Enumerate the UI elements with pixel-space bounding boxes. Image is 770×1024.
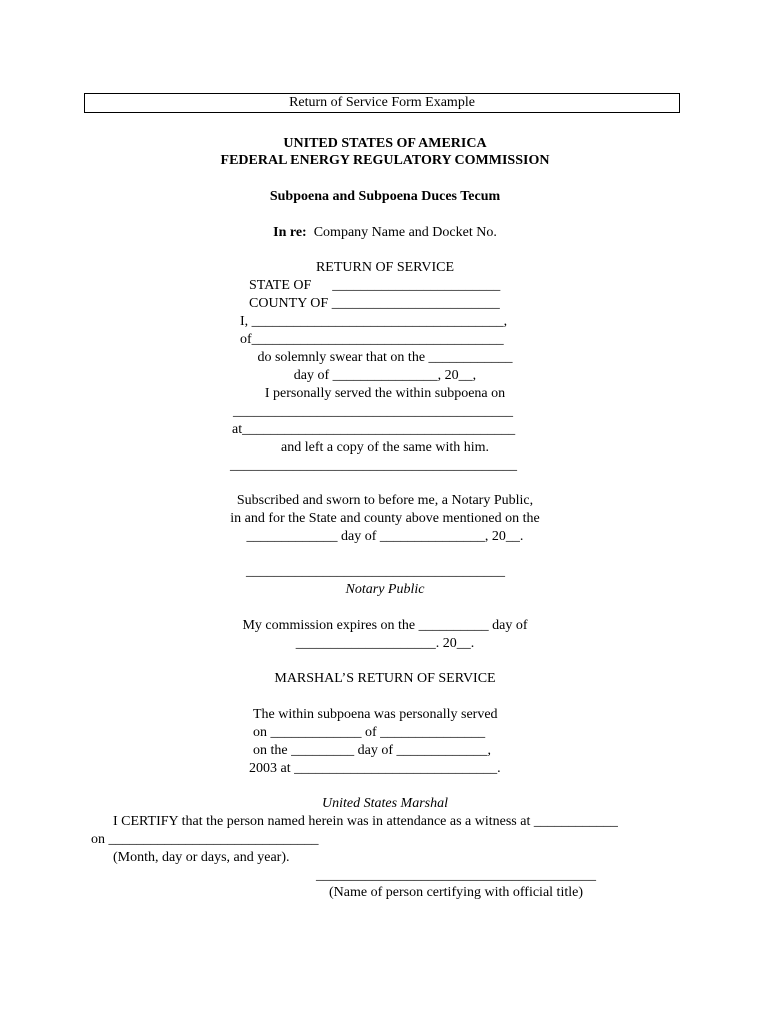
in-re-value: Company Name and Docket No. [313, 225, 497, 240]
served-person-blank: ________________________________________ [233, 404, 513, 419]
swear-day-line: day of _______________, 20__, [293, 368, 477, 383]
swear-date-line: do solemnly swear that on the ____________ [257, 350, 513, 365]
certifier-signature-line: ________________________________________ [316, 868, 596, 883]
marshal-return-title: MARSHAL’S RETURN OF SERVICE [274, 671, 496, 686]
commission-year-line: ____________________. 20__. [295, 636, 475, 651]
affiant-name-line: I, ____________________________________, [240, 314, 508, 329]
notary-public-label: Notary Public [345, 582, 425, 597]
form-title-box: Return of Service Form Example [84, 93, 680, 113]
us-marshal-label: United States Marshal [322, 796, 448, 811]
certify-on-line: on ______________________________ [91, 832, 319, 847]
server-signature-line: _________________________________________ [230, 458, 517, 473]
certify-line: I CERTIFY that the person named herein was in attendance as a witness at ____________ [113, 814, 618, 829]
left-copy-line: and left a copy of the same with him. [281, 440, 489, 455]
marshal-year-line: 2003 at _____________________________. [249, 761, 501, 776]
county-of-line: COUNTY OF ________________________ [249, 296, 500, 311]
document-type-heading: Subpoena and Subpoena Duces Tecum [269, 189, 501, 204]
marshal-day-line: on the _________ day of _____________, [253, 743, 491, 758]
return-of-service-title: RETURN OF SERVICE [315, 260, 455, 275]
state-of-line: STATE OF ________________________ [249, 278, 501, 293]
notary-text-line-1: Subscribed and sworn to before me, a Notary Public, [236, 493, 534, 508]
served-location-line: at_______________________________________ [232, 422, 516, 437]
certifier-name-label: (Name of person certifying with official title) [329, 885, 583, 900]
notary-text-line-2: in and for the State and county above mentioned on the [230, 511, 540, 526]
certify-date-hint: (Month, day or days, and year). [113, 850, 290, 865]
marshal-served-line: The within subpoena was personally served [253, 707, 498, 722]
notary-signature-line: _____________________________________ [246, 564, 505, 579]
agency-heading: FEDERAL ENERGY REGULATORY COMMISSION [220, 153, 550, 168]
in-re-line [0, 224, 770, 242]
served-subpoena-line: I personally served the within subpoena on [264, 386, 506, 401]
in-re-label: In re: [273, 225, 307, 240]
country-heading: UNITED STATES OF AMERICA [283, 136, 487, 151]
commission-expires-line: My commission expires on the __________ day of [242, 618, 528, 633]
affiant-of-line: of____________________________________ [240, 332, 504, 347]
marshal-on-of-line: on _____________ of _______________ [253, 725, 486, 740]
notary-date-line: _____________ day of _______________, 20__. [246, 529, 524, 544]
